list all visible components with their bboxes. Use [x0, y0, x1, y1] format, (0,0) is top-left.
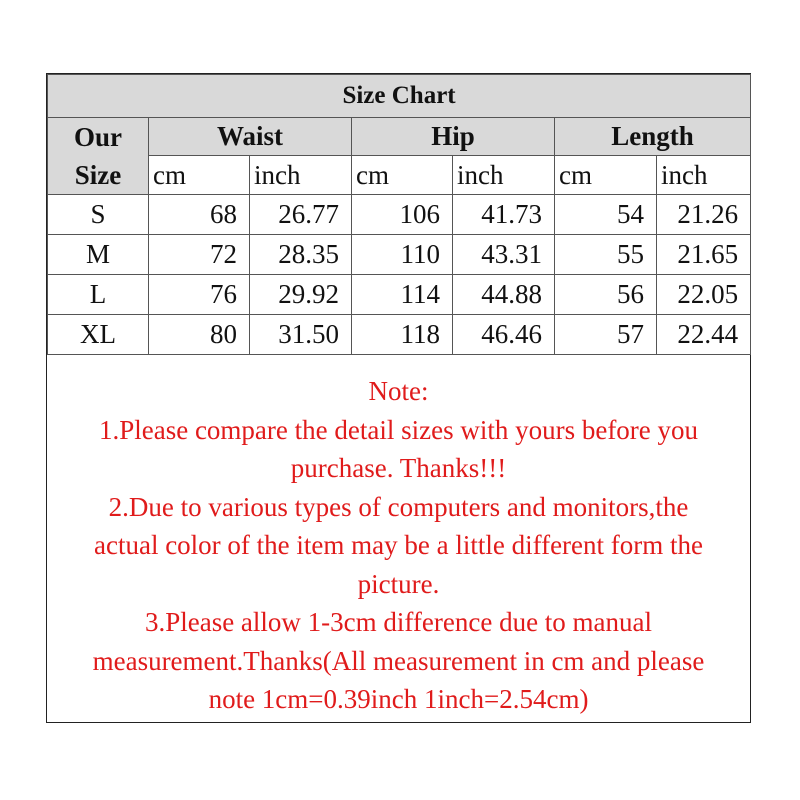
table-row — [48, 195, 751, 235]
length-cm-cell: 57 — [555, 315, 657, 355]
unit-cell: inch — [250, 156, 352, 195]
waist-cm-cell: 68 — [149, 195, 250, 235]
hip-cm-cell: 118 — [352, 315, 453, 355]
length-cm-cell: 54 — [555, 195, 657, 235]
our-size-line1: Our — [73, 122, 122, 152]
length-cm-cell: 55 — [555, 235, 657, 275]
length-inch-cell: 22.44 — [657, 315, 751, 355]
our-size-header — [48, 118, 149, 195]
waist-inch-cell: 26.77 — [250, 195, 352, 235]
note-box — [47, 355, 750, 719]
note-line: 2.Due to various types of computers and monitors,the — [108, 491, 689, 522]
unit-cell: cm — [149, 156, 250, 195]
size-chart-sheet — [46, 73, 751, 723]
hip-header: Hip — [352, 118, 555, 156]
length-inch-cell: 21.26 — [657, 195, 751, 235]
chart-title: Size Chart — [48, 75, 751, 118]
size-chart-table — [47, 74, 751, 355]
size-label: L — [48, 275, 149, 315]
length-inch-cell: 21.65 — [657, 235, 751, 275]
length-header: Length — [555, 118, 751, 156]
note-line: 3.Please allow 1-3cm difference due to manual — [144, 607, 653, 637]
length-inch-cell: 22.05 — [657, 275, 751, 315]
waist-cm-cell: 80 — [149, 315, 250, 355]
waist-cm-cell: 72 — [149, 235, 250, 275]
unit-cell: cm — [352, 156, 453, 195]
note-line: picture. — [357, 568, 440, 599]
hip-cm-cell: 106 — [352, 195, 453, 235]
hip-cm-cell: 114 — [352, 275, 453, 315]
note-line: note 1cm=0.39inch 1inch=2.54cm) — [208, 684, 589, 714]
hip-inch-cell: 43.31 — [453, 235, 555, 275]
length-cm-cell: 56 — [555, 275, 657, 315]
table-row — [48, 235, 751, 275]
unit-cell: inch — [657, 156, 751, 195]
waist-header: Waist — [149, 118, 352, 156]
hip-inch-cell: 41.73 — [453, 195, 555, 235]
size-label: S — [48, 195, 149, 235]
note-line: actual color of the item may be a little different form the — [93, 530, 704, 560]
unit-cell: inch — [453, 156, 555, 195]
table-row — [48, 315, 751, 355]
hip-inch-cell: 46.46 — [453, 315, 555, 355]
note-line: measurement.Thanks(All measurement in cm and please — [92, 645, 705, 676]
hip-inch-cell: 44.88 — [453, 275, 555, 315]
table-row — [48, 275, 751, 315]
our-size-line2: Size — [74, 160, 122, 190]
hip-cm-cell: 110 — [352, 235, 453, 275]
note-line: 1.Please compare the detail sizes with yours before you — [98, 414, 699, 445]
waist-inch-cell: 29.92 — [250, 275, 352, 315]
size-label: XL — [48, 315, 149, 355]
note-heading: Note: — [368, 376, 429, 406]
waist-cm-cell: 76 — [149, 275, 250, 315]
unit-cell: cm — [555, 156, 657, 195]
waist-inch-cell: 31.50 — [250, 315, 352, 355]
size-label: M — [48, 235, 149, 275]
waist-inch-cell: 28.35 — [250, 235, 352, 275]
note-line: purchase. Thanks!!! — [290, 453, 507, 483]
